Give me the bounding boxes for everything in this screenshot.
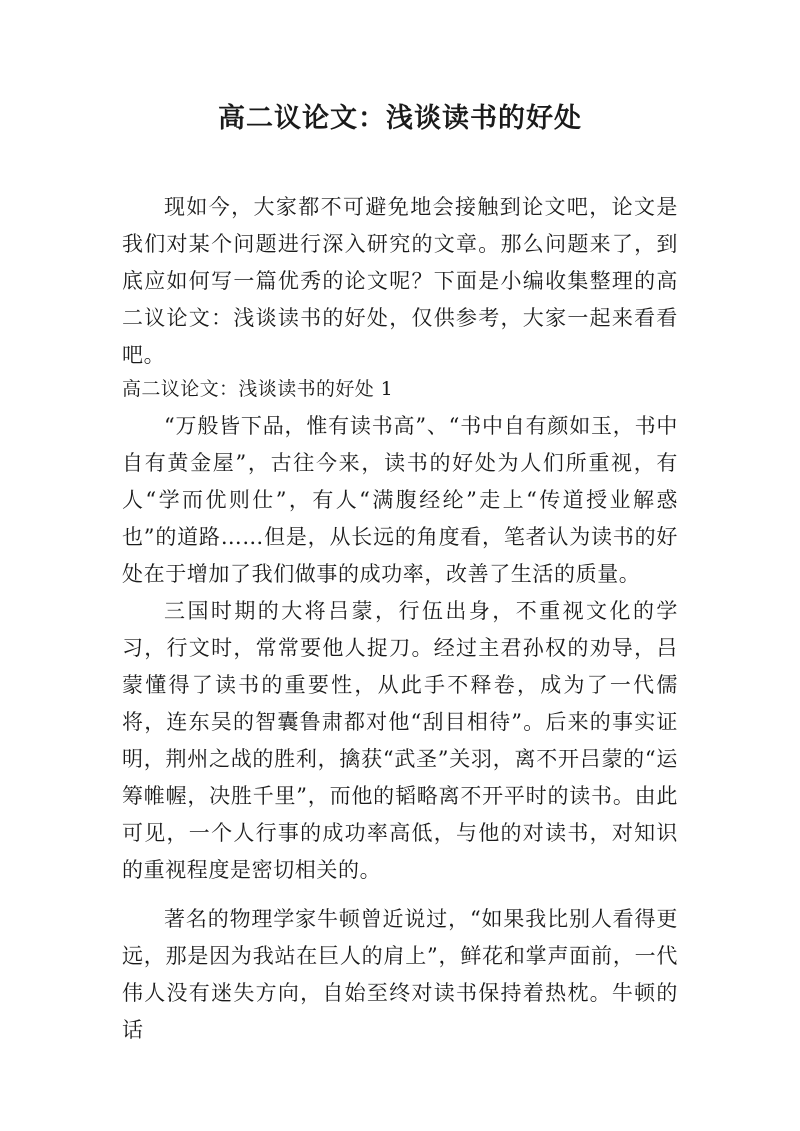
intro-paragraph: 现如今，大家都不可避免地会接触到论文吧，论文是我们对某个问题进行深入研究的文章。那么问题来了，到底应如何写一篇优秀的论文呢？下面是小编收集整理的高二议论文：浅谈读书的好处，仅供参考，大家一起来看看吧。 — [122, 195, 678, 367]
body-paragraph: 三国时期的大将吕蒙，行伍出身，不重视文化的学习，行文时，常常要他人捉刀。经过主君孙权的劝导，吕蒙懂得了读书的重要性，从此手不释卷，成为了一代儒将，连东吴的智囊鲁肃都对他“刮目相待”。后来的事实证明，荆州之战的胜利，擒获“武圣”关羽，离不开吕蒙的“运筹帷幄，决胜千里”，而他的韬略离不开平时的读书。由此可见，一个人行事的成功率高低，与他的对读书，对知识的重视程度是密切相关的。 — [122, 599, 678, 882]
section-heading: 高二议论文：浅谈读书的好处 1 — [122, 378, 394, 400]
body-paragraph: 著名的物理学家牛顿曾近说过，“如果我比别人看得更远，那是因为我站在巨人的肩上”，鲜花和掌声面前，一代伟人没有迷失方向，自始至终对读书保持着热枕。牛顿的话 — [122, 907, 678, 1042]
document-title: 高二议论文：浅谈读书的好处 — [218, 103, 582, 134]
body-paragraph: “万般皆下品，惟有读书高”、“书中自有颜如玉，书中自有黄金屋”，古往今来，读书的好处为人们所重视，有人“学而优则仕”，有人“满腹经纶”走上“传道授业解惑也”的道路……但是，从长远的角度看，笔者认为读书的好处在于增加了我们做事的成功率，改善了生活的质量。 — [122, 414, 678, 586]
